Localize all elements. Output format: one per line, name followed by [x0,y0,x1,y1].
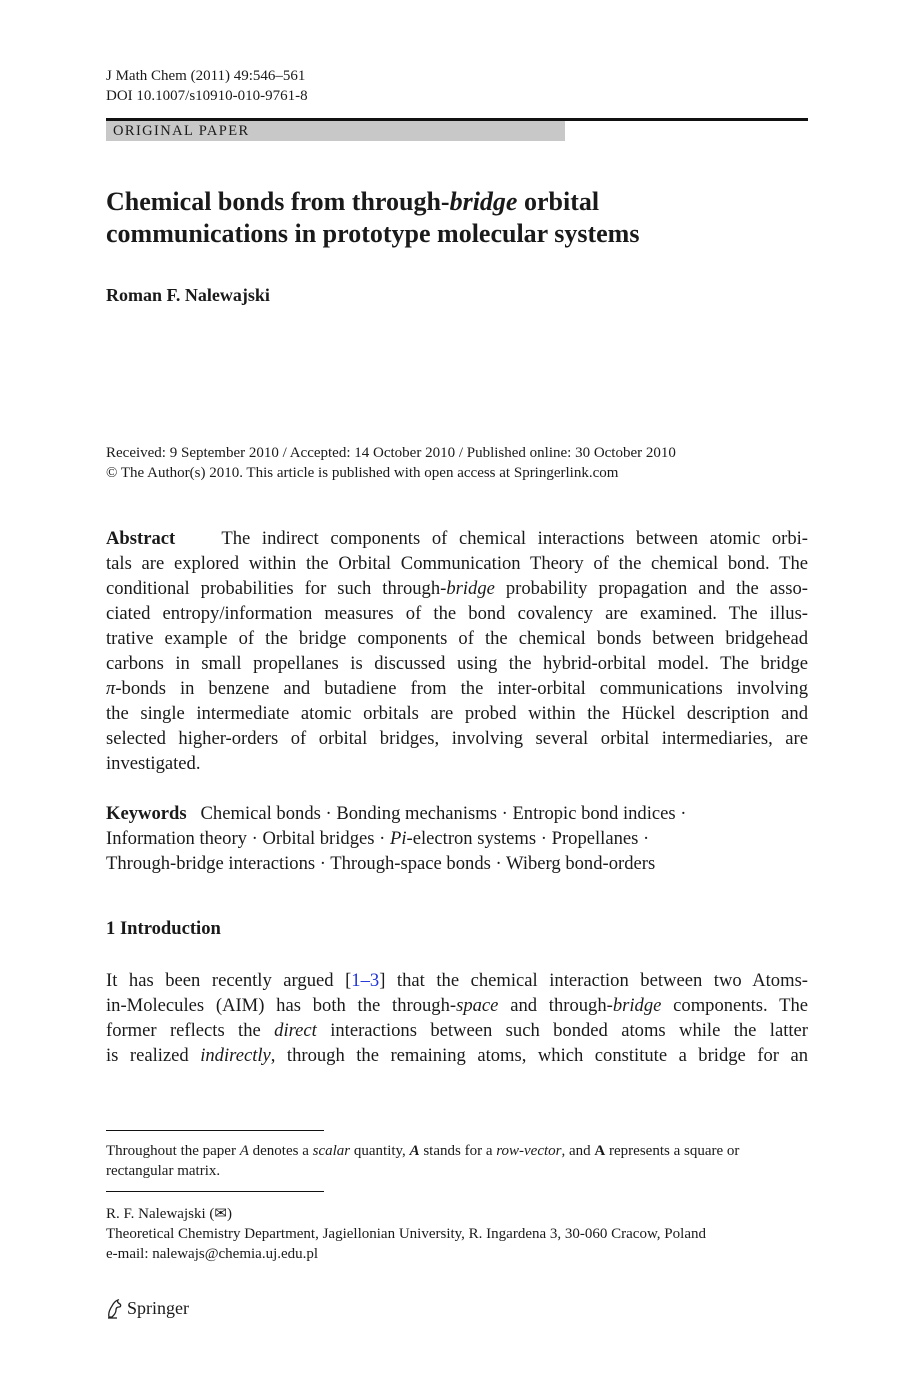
department: Theoretical Chemistry Department, Jagiellonian University, R. Ingardena 3, 30-060 Cracow, Poland [106,1226,706,1242]
history-dates: Received: 9 September 2010 / Accepted: 14 October 2010 / Published online: 30 October 2010 [106,445,676,461]
affiliation-rule [106,1191,324,1192]
springer-horse-icon [106,1299,123,1319]
keywords: Keywords Chemical bonds · Bonding mechanisms · Entropic bond indices · Information theory · Orbital bridges · Pi-electron systems · Propellanes · Through-bridge interactions · Through-space bonds · Wiberg bond-orders [106,803,687,874]
footnote: Throughout the paper A denotes a scalar quantity, A stands for a row-vector, and A represents a square or rectangular matrix. [106,1143,740,1179]
citation-link[interactable]: 1–3 [351,970,380,991]
publisher-logo [106,1298,189,1319]
keywords-label: Keywords [106,803,187,824]
email[interactable]: e-mail: nalewajs@chemia.uj.edu.pl [106,1246,319,1262]
publication-dates [106,443,826,483]
author-affiliation [106,1204,810,1264]
copyright-line: © The Author(s) 2010. This article is published with open access at Springerlink.com [106,465,619,481]
author-name: Roman F. Nalewajski [106,285,270,305]
paper-title: Chemical bonds from through-bridge orbital communications in prototype molecular systems [106,187,640,248]
section-heading: 1 Introduction [106,918,221,939]
journal-header [106,66,308,106]
abstract-label: Abstract [106,528,176,549]
doi: DOI 10.1007/s10910-010-9761-8 [106,88,308,104]
corresponding-author: R. F. Nalewajski (✉) [106,1206,232,1222]
article-type-label: ORIGINAL PAPER [113,123,250,139]
publisher-name: Springer [127,1298,189,1318]
introduction-text: It has been recently argued [1–3] that the chemical interaction between two Atoms- in-Molecules (AIM) has both the through-space and through-bridge components. The former reflects the direct interactions between such bonded atoms while the latter is realized indirectly, through the remaining atoms, which constitute a bridge for an [106,970,809,1066]
journal-citation: J Math Chem (2011) 49:546–561 [106,68,306,84]
footnote-rule [106,1130,324,1131]
abstract: Abstract The indirect components of chemical interactions between atomic orbi- tals are explored within the Orbital Communication Theory of the chemical bond. The conditional probabilities for such through-bridge probability propagation and the asso- ciated entropy/information measures of the bond covalency are examined. The illus- trative example of the bridge components of the chemical bonds between bridgehead carbons in small propellanes is discussed using the hybrid-orbital model. The bridge π-bonds in benzene and butadiene from the inter-orbital communications involving the single intermediate atomic orbitals are probed within the Hückel description and selected higher-orders of orbital bridges, involving several orbital intermediaries, are investigated. [106,528,808,774]
